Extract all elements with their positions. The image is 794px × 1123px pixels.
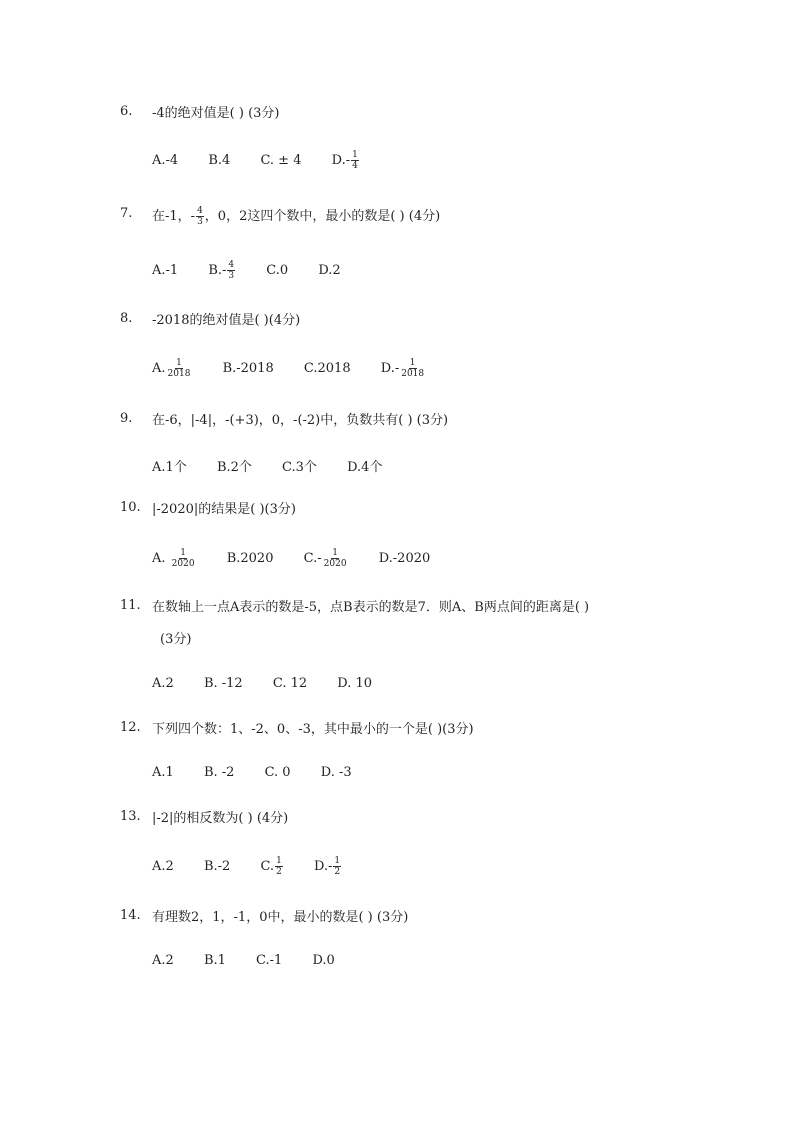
fraction: [351, 150, 359, 171]
fraction-numerator: 1: [334, 856, 341, 866]
question-number: 8.: [120, 311, 133, 326]
fraction: [227, 260, 235, 281]
options-6: [152, 150, 386, 171]
option-a: A.2: [152, 953, 174, 968]
option-a: A.1个: [152, 460, 187, 475]
question-stem: 下列四个数：1、-2、0、-3，其中最小的一个是( )(3分): [152, 722, 474, 737]
option-c: C. ± 4: [260, 153, 302, 168]
fraction-numerator: 1: [409, 358, 416, 368]
option-c: C. 12: [272, 676, 308, 691]
question-stem: 在数轴上一点A表示的数是-5，点B表示的数是7．则A、B两点间的距离是( ): [152, 600, 590, 615]
options-7: [152, 260, 367, 281]
question-stem: [152, 206, 440, 227]
option-b: B.2个: [216, 460, 252, 475]
fraction: [196, 206, 204, 227]
question-number: 10.: [120, 500, 141, 515]
fraction-numerator: 1: [180, 548, 186, 558]
option-b: B. -2: [203, 765, 235, 780]
option-c: C.0: [266, 263, 289, 278]
fraction-denominator: 2020: [171, 559, 195, 569]
fraction-numerator: 4: [197, 206, 203, 216]
option-d: [314, 856, 342, 877]
option-prefix: D.-: [331, 153, 351, 168]
question-stem: 有理数2，1，-1，0中，最小的数是( ) (3分): [152, 910, 409, 925]
option-d: D.2: [318, 263, 341, 278]
question-number: 9.: [120, 411, 133, 426]
fraction-numerator: 1: [332, 548, 338, 558]
fraction-numerator: 1: [276, 856, 282, 866]
option-d: [332, 150, 360, 171]
fraction-denominator: 2: [334, 867, 341, 877]
fraction-denominator: 3: [228, 271, 235, 281]
question-stem: |-2020|的结果是( )(3分): [152, 502, 296, 517]
fraction-numerator: 4: [228, 260, 235, 270]
option-d: D. 10: [337, 676, 373, 691]
fraction-numerator: 1: [352, 150, 358, 160]
fraction-denominator: 2018: [401, 369, 425, 379]
option-prefix: C.-: [303, 551, 322, 566]
question-number: 7.: [120, 206, 133, 221]
options-14: [152, 953, 361, 968]
option-d: D.0: [312, 953, 335, 968]
option-c: C.2018: [303, 361, 351, 376]
fraction: [400, 358, 425, 379]
fraction-numerator: 1: [176, 358, 182, 368]
options-8: [152, 358, 452, 379]
option-b: [208, 260, 236, 281]
fraction-denominator: 2020: [323, 559, 347, 569]
option-b: B.4: [208, 153, 231, 168]
option-d: D.-2020: [378, 551, 431, 566]
fraction: [323, 548, 348, 569]
option-c: [260, 856, 283, 877]
option-d: [381, 358, 426, 379]
question-number: 11.: [120, 598, 141, 613]
option-prefix: D.-: [313, 859, 333, 874]
option-a: A.2: [152, 676, 174, 691]
fraction: [171, 548, 196, 569]
option-b: B. -12: [203, 676, 243, 691]
question-stem: 在-6，|-4|，-(+3)，0，-(-2)中，负数共有( ) (3分): [152, 413, 449, 428]
option-b: B.1: [203, 953, 226, 968]
option-a: [152, 548, 197, 569]
option-b: B.-2: [203, 859, 231, 874]
question-number: 13.: [120, 809, 141, 824]
fraction-denominator: 3: [197, 217, 203, 227]
option-prefix: D.-: [380, 361, 400, 376]
fraction: [275, 856, 283, 877]
stem-part: ，0，2这四个数中，最小的数是( ) (4分): [204, 209, 441, 224]
option-b: B.2020: [226, 551, 274, 566]
option-a: A.2: [152, 859, 174, 874]
fraction-denominator: 2: [276, 867, 282, 877]
question-stem: |-2|的相反数为( ) (4分): [152, 811, 289, 826]
option-c: C. 0: [264, 765, 291, 780]
question-number: 14.: [120, 908, 141, 923]
option-a: A.-1: [152, 263, 179, 278]
fraction: [333, 856, 341, 877]
question-number: 12.: [120, 720, 141, 735]
option-a: A.1: [152, 765, 174, 780]
fraction: [167, 358, 192, 379]
option-prefix: C.: [260, 859, 275, 874]
option-prefix: A.: [152, 551, 170, 566]
option-prefix: A.: [152, 361, 166, 376]
option-b: B.-2018: [222, 361, 274, 376]
fraction-denominator: 2018: [167, 369, 191, 379]
options-9: [152, 456, 408, 475]
options-10: [152, 548, 456, 569]
stem-part: 在-1，-: [152, 209, 196, 224]
question-number: 6.: [120, 104, 133, 119]
question-stem: -2018的绝对值是( )(4分): [152, 313, 301, 328]
fraction-denominator: 4: [352, 161, 358, 171]
option-c: C.3个: [282, 460, 317, 475]
option-a: [152, 358, 192, 379]
option-c: [304, 548, 349, 569]
options-12: [152, 765, 378, 780]
option-c: C.-1: [256, 953, 283, 968]
question-stem: -4的绝对值是( ) (3分): [152, 106, 280, 121]
option-d: D.4个: [347, 460, 383, 475]
option-prefix: B.-: [208, 263, 227, 278]
options-13: [152, 856, 368, 877]
option-a: A.-4: [152, 153, 179, 168]
option-d: D. -3: [320, 765, 352, 780]
options-11: [152, 676, 398, 691]
question-stem-continued: (3分): [160, 632, 192, 647]
